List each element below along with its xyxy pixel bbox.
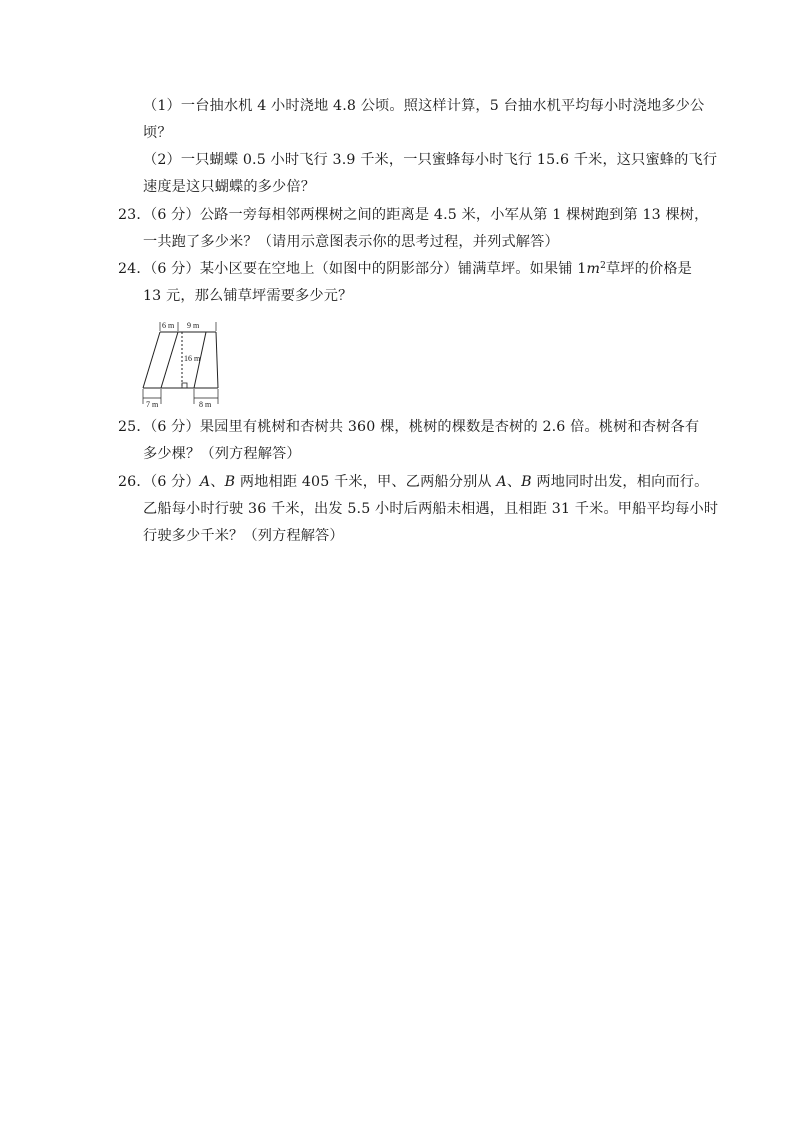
q26-end: 两地同时出发，相向而行。 [531,474,709,490]
q26-place-a2: A [496,474,507,490]
parallelogram-diagram [140,318,230,410]
q24-unit-sup: 2 [600,261,606,271]
q23-line2: 一共跑了多少米？（请用示意图表示你的思考过程，并列式解答） [143,234,559,250]
q23-line1: （6 分）公路一旁每相邻两棵树之间的距离是 4.5 米，小军从第 1 棵树跑到第 13 棵树， [143,207,709,223]
height-label: 16 m [184,354,201,363]
bottom-right-label: 8 m [199,400,212,409]
q26-place-a: A [199,474,211,490]
q26-number: 26． [118,474,151,490]
q26-line1 [143,472,708,492]
q24-figure [140,318,230,410]
q26-line3: 行驶多少千米？（列方程解答） [143,528,344,544]
q24-line1 [143,259,692,279]
q22-sub2-line1: （2）一只蝴蝶 0.5 小时飞行 3.9 千米，一只蜜蜂每小时飞行 15.6 千米，这只蜜蜂的飞行 [143,152,718,168]
top-left-label: 6 m [162,321,175,330]
top-right-label: 9 m [187,321,200,330]
q22-sub2-line2: 速度是这只蝴蝶的多少倍？ [143,179,316,195]
q22-sub1-line1: （1）一台抽水机 4 小时浇地 4.8 公顷。照这样计算，5 台抽水机平均每小时浇地多少公 [143,98,705,114]
q26-mid: 两地相距 405 千米，甲、乙两船分别从 [235,474,497,490]
right-strip-outer [216,332,218,388]
bottom-left-label: 7 m [146,400,159,409]
q24-line1-after: 草坪的价格是 [605,261,692,277]
q26-sep2: 、 [506,474,522,490]
q26-line2: 乙船每小时行驶 36 千米，出发 5.5 小时后两船未相遇，且相距 31 千米。甲船平均每小时 [143,501,719,517]
q26-place-b2: B [521,474,532,490]
q24-line1-before: （6 分）某小区要在空地上（如图中的阴影部分）铺满草坪。如果铺 1 [143,261,587,277]
q23-number: 23． [118,207,151,223]
q26-sep1: 、 [210,474,225,490]
q25-line1: （6 分）果园里有桃树和杏树共 360 棵，桃树的棵数是杏树的 2.6 倍。桃树和杏树各有 [143,419,700,435]
q24-unit: m [586,261,601,277]
q26-prefix: （6 分） [143,474,200,490]
q24-line2: 13 元，那么铺草坪需要多少元？ [143,288,353,304]
left-strip-outer [143,332,160,388]
q22-sub1-line2: 顷？ [143,125,172,141]
q25-number: 25． [118,419,151,435]
q24-number: 24． [118,261,151,277]
right-angle-mark [182,383,187,388]
left-strip-inner [161,332,178,388]
q25-line2: 多少棵？（列方程解答） [143,446,301,462]
q26-place-b: B [224,474,236,490]
